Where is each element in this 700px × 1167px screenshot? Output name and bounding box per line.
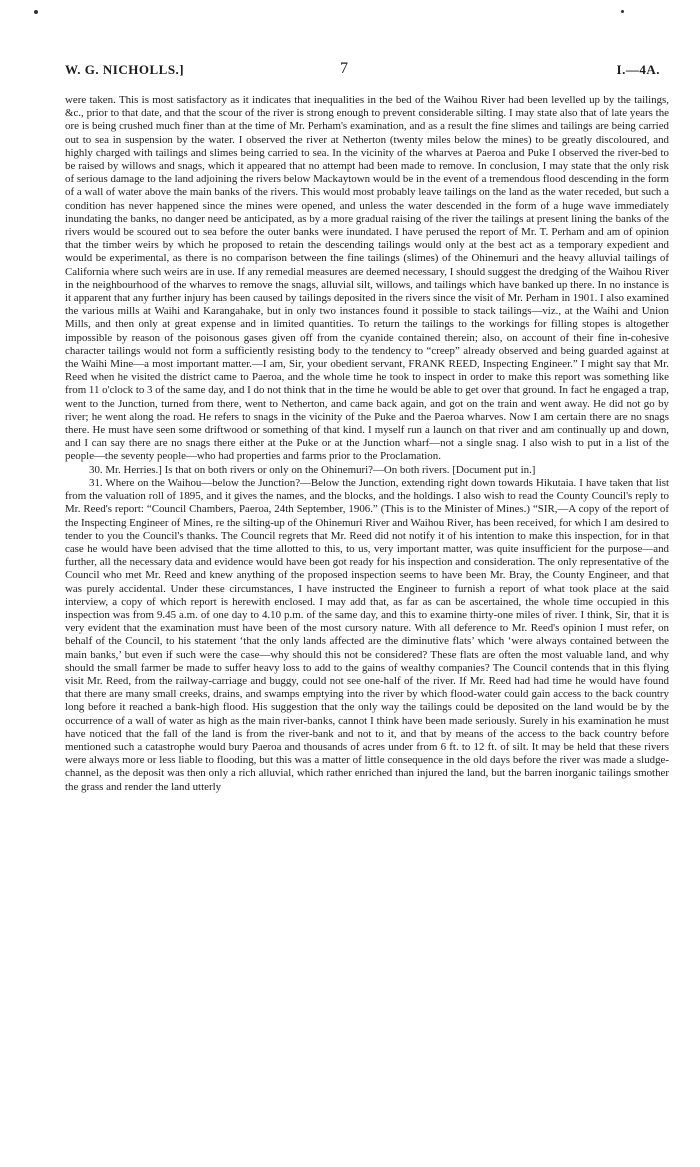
document-reference: I.—4A. xyxy=(616,62,660,77)
paragraph-question-31: 31. Where on the Waihou—below the Junction?—Below the Junction, extending right down towards Hikutaia. I have taken that list from the valuation roll of 1895, and it gives the names, and the blocks, and the holdings. I also wish to read the County Council's reply to Mr. Reed's report: “Council Chambers, Paeroa, 24th September, 1906.” (This is to the Minister of Mines.) “SIR,—A copy of the report of the Inspecting Engineer of Mines, re the silting-up of the Ohinemuri River and Waihou River, has been received, for which I am desired to tender to you the Council's thanks. The Council regrets that Mr. Reed did not notify it of his intention to make this inspection, for in that case he would have been advised that the time allotted to this, to us, very important matter, was quite insufficient for the purpose—and further, all the necessary data and evidence would have been got ready for his inspection and consideration. The only representative of the Council who met Mr. Reed and knew anything of the proposed inspection seems to have been Mr. Bray, the County Engineer, and that was purely accidental. Under these circumstances, I have instructed the Engineer to furnish a report of what took place at the said interview, a copy of which report is herewith enclosed. I may add that, as far as can be ascertained, the whole time occupied in this inspection was from 9.45 a.m. of one day to 4.10 p.m. of the same day, and this to examine thirty-one miles of river. I think, Sir, that it is very evident that the examination must have been of the most cursory nature. With all deference to Mr. Reed's opinion I must refer, on behalf of the Council, to his statement ‘that the only lands affected are the diminutive flats’ which ‘were always contained between the main banks,’ but even if such were the case—why should this not be considered? These flats are often the most valuable land, and why should the small farmer be made to suffer heavy loss to add to the gains of wealthy companies? The Council contends that in this flying visit Mr. Reed, from the railway-carriage and buggy, could not see one-half of the river. If Mr. Reed had had time he would have found that there are many small creeks, drains, and swamps emptying into the river by which flood-water could gain access to the back country long before it reached a bank-high flood. His suggestion that the only way the tailings could be deposited on the land would be by the occurrence of a wall of water as high as the main river-banks, cannot I think have been made seriously. Surely in his examination he must have noticed that the fall of the land is from the river-bank and not to it, and that by means of the access to the back country before mentioned such a catastrophe would bury Paeroa and thousands of acres under from 6 ft. to 12 ft. of silt. It may be held that these rivers were always more or less liable to flooding, but this was a matter of little consequence in the old days before the river was made a sludge-channel, as the deposit was then only a rich alluvial, which rather enriched than injured the land, but the barren inorganic tailings smother the grass and render the land utterly xyxy=(65,476,669,793)
scan-speck xyxy=(34,10,38,14)
scan-speck xyxy=(621,10,624,13)
header-author: W. G. NICHOLLS.] xyxy=(65,62,185,77)
body-text xyxy=(65,94,669,794)
paragraph-continued: were taken. This is most satisfactory as it indicates that inequalities in the bed of the Waihou River had been levelled up by the tailings, &c., prior to that date, and that the scour of the river is strong enough to prevent considerable silting. I may state also that of late years the ore is being crushed much finer than at the time of Mr. Perham's examination, and as a result the fine slimes and tailings are being carried out to sea in suspension by the water. I observed the river at Netherton (twenty miles below the mines) to be greatly discoloured, and highly charged with tailings and slimes being carried to sea. In the vicinity of the wharves at Paeroa and Puke I observed the river-bed to be raised by willows and snags, which it appeared that no attempt had been made to remove. In conclusion, I may state that the only risk of serious damage to the land adjoining the rivers below Mackaytown would be in the event of a tremendous flood descending in the form of a wall of water above the main banks of the rivers. This would most probably leave tailings on the land as the water receded, but such a condition has never happened since the mines were opened, and unless the water descended in the form of a huge wave immediately inundating the banks, no danger need be anticipated, as by a more gradual raising of the river the tailings at present lining the banks of the rivers would be scoured out to sea before the outer banks were inundated. I have perused the report of Mr. T. Perham and am of opinion that the timber weirs by which he proposed to retain the descending tailings would only at the best act as a temporary expedient and would be experimental, as there is no comparison between the fine tailings (slimes) of the Ohinemuri and the heavy alluvial tailings of California where such weirs are in use. If any remedial measures are deemed necessary, I should suggest the dredging of the Waihou River in the neighbourhood of the wharves to remove the snags, alluvial silt, willows, and tailings which have banked up there. In no instance is it apparent that any further injury has been caused by tailings deposited in the rivers since the visit of Mr. Perham in 1901. I also examined the various mills at Waihi and Karangahake, but in only two instances found it possible to stack tailings—viz., at the Waihi and Union Mills, and then only at great expense and in limited quantities. To return the tailings to the workings for filling stopes is altogether impossible by reason of the poisonous gases given off from the cyanide contained therein; also, on account of their fine in-cohesive character tailings would not form a sufficiently resisting body to the tendency to “creep” already observed and being guarded against at the Waihi Mine—a most important matter.—I am, Sir, your obedient servant, FRANK REED, Inspecting Engineer.” I might say that Mr. Reed when he visited the district came to Paeroa, and the whole time he took to inspect in order to make this report was something like from 11 o'clock to 3 of the same day, and I do not think that in the time he would be able to get over that ground. In fact he engaged a trap, went to the Junction, turned from there, went to Netherton, and came back again, and got on the train and went away. He did not go by river; he went along the road. He refers to snags in the vicinity of the Puke and the Paeroa wharves. Now I am certain there are no snags there. He must have seen some driftwood or something of that kind. I myself run a launch on that river and am continually up and down, and I can say there are no snags there either at the Puke or at the Junction wharf—not a single snag. I also wish to put in a list of the people—the seventy people—who had properties and farms prior to the Proclamation. xyxy=(65,94,669,463)
page-header xyxy=(65,62,660,82)
paragraph-question-30: 30. Mr. Herries.] Is that on both rivers or only on the Ohinemuri?—On both rivers. [Document put in.] xyxy=(89,463,536,476)
page-number: 7 xyxy=(340,60,349,77)
